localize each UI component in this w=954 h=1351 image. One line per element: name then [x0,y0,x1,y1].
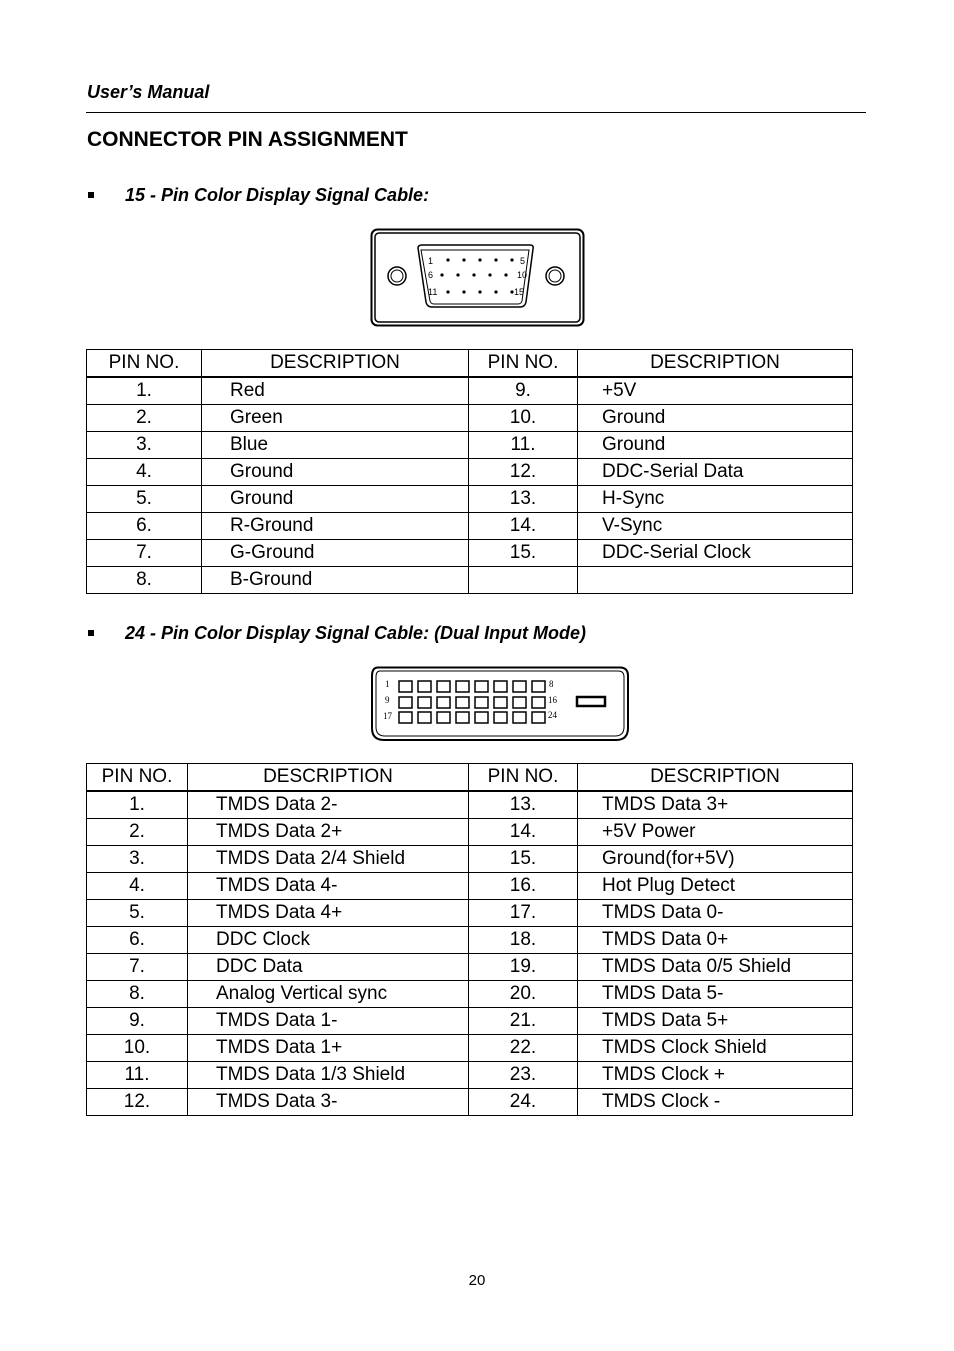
pin-description-cell: DDC-Serial Data [578,459,853,486]
pin-description-cell: TMDS Data 5+ [578,1008,853,1035]
vga-pin-table [86,349,853,594]
pin-number-cell: 8. [87,567,202,594]
pin-number-cell: 4. [87,459,202,486]
bullet-icon [88,630,94,636]
column-header: DESCRIPTION [202,350,469,378]
pin-socket-icon [532,681,545,692]
pin-number-cell: 3. [87,432,202,459]
section2-heading: 24 - Pin Color Display Signal Cable: (Dual Input Mode) [125,623,587,643]
pin-label-24: 24 [548,710,557,720]
pin-number-cell: 15. [469,540,578,567]
table-row [87,459,853,486]
pin-number-cell: 20. [469,981,578,1008]
pin-number-cell: 11. [469,432,578,459]
table-row [87,486,853,513]
pin-dot-icon [478,258,481,261]
pin-socket-icon [475,697,488,708]
pin-number-cell: 11. [87,1062,188,1089]
pin-label-1: 1 [428,256,434,266]
pin-dot-icon [478,290,481,293]
table-row [87,540,853,567]
table-row [87,432,853,459]
pin-number-cell: 9. [87,1008,188,1035]
pin-description-cell: TMDS Data 3+ [578,791,853,819]
pin-number-cell: 12. [469,459,578,486]
dvi-pin-table [86,763,853,1116]
pin-dot-icon [462,290,465,293]
pin-description-cell: Blue [202,432,469,459]
pin-description-cell: TMDS Data 2+ [188,819,469,846]
pin-description-cell: Ground(for+5V) [578,846,853,873]
pin-number-cell: 9. [469,377,578,405]
pin-description-cell: TMDS Data 1+ [188,1035,469,1062]
pin-label-15: 15 [514,287,525,297]
pin-socket-icon [399,681,412,692]
pin-label-17: 17 [383,711,392,721]
pin-socket-icon [418,712,431,723]
pin-description-cell: B-Ground [202,567,469,594]
pin-description-cell: TMDS Data 3- [188,1089,469,1116]
pin-description-cell: DDC Clock [188,927,469,954]
pin-number-cell: 6. [87,927,188,954]
pin-label-1: 1 [385,679,390,689]
pin-description-cell: Ground [578,432,853,459]
pin-number-cell: 7. [87,540,202,567]
pin-dot-icon [488,273,491,276]
column-header: PIN NO. [87,764,188,792]
pin-description-cell: Red [202,377,469,405]
table-row [87,873,853,900]
pin-dot-icon [494,290,497,293]
pin-socket-icon [399,712,412,723]
pin-dot-icon [504,273,507,276]
pin-description-cell: TMDS Data 4- [188,873,469,900]
pin-description-cell: TMDS Data 1/3 Shield [188,1062,469,1089]
column-header: DESCRIPTION [188,764,469,792]
pin-socket-icon [456,712,469,723]
table-row [87,567,853,594]
pin-socket-icon [456,697,469,708]
pin-socket-icon [418,681,431,692]
pin-dot-icon [494,258,497,261]
pin-description-cell: TMDS Data 0/5 Shield [578,954,853,981]
table-row [87,954,853,981]
column-header: PIN NO. [469,764,578,792]
pin-number-cell: 2. [87,405,202,432]
pin-description-cell: DDC Data [188,954,469,981]
pin-socket-icon [399,697,412,708]
pin-number-cell: 10. [87,1035,188,1062]
pin-dot-icon [446,290,449,293]
pin-number-cell: 5. [87,900,188,927]
pin-socket-icon [437,681,450,692]
pin-socket-icon [456,681,469,692]
pin-number-cell: 15. [469,846,578,873]
page-number: 20 [468,1272,486,1289]
pin-number-cell: 21. [469,1008,578,1035]
pin-description-cell: R-Ground [202,513,469,540]
bullet-icon [88,192,94,198]
column-header: PIN NO. [87,350,202,378]
dvi-connector-diagram [370,666,632,742]
pin-description-cell: TMDS Clock - [578,1089,853,1116]
pin-dot-icon [446,258,449,261]
pin-number-cell: 12. [87,1089,188,1116]
table-row [87,900,853,927]
table-row [87,1035,853,1062]
table-row [87,1062,853,1089]
table-row [87,1008,853,1035]
pin-description-cell: Ground [202,459,469,486]
pin-socket-icon [475,681,488,692]
page-title: CONNECTOR PIN ASSIGNMENT [87,128,408,151]
pin-description-cell: DDC-Serial Clock [578,540,853,567]
pin-dot-icon [472,273,475,276]
table-row [87,981,853,1008]
pin-description-cell: H-Sync [578,486,853,513]
pin-number-cell: 18. [469,927,578,954]
column-header: PIN NO. [469,350,578,378]
pin-dot-icon [462,258,465,261]
pin-label-6: 6 [428,270,434,280]
pin-number-cell: 2. [87,819,188,846]
pin-description-cell: TMDS Data 2/4 Shield [188,846,469,873]
pin-number-cell: 6. [87,513,202,540]
pin-number-cell: 14. [469,819,578,846]
pin-socket-icon [494,712,507,723]
pin-description-cell: +5V Power [578,819,853,846]
pin-description-cell: TMDS Data 5- [578,981,853,1008]
pin-number-cell: 8. [87,981,188,1008]
pin-number-cell: 3. [87,846,188,873]
pin-description-cell: TMDS Clock Shield [578,1035,853,1062]
pin-dot-icon [510,258,513,261]
pin-socket-icon [437,712,450,723]
pin-description-cell: Analog Vertical sync [188,981,469,1008]
table-row [87,1089,853,1116]
pin-description-cell: G-Ground [202,540,469,567]
pin-label-16: 16 [548,695,557,705]
pin-description-cell: TMDS Data 2- [188,791,469,819]
pin-number-cell: 19. [469,954,578,981]
pin-socket-icon [513,697,526,708]
pin-number-cell: 24. [469,1089,578,1116]
pin-number-cell: 4. [87,873,188,900]
pin-number-cell: 1. [87,791,188,819]
pin-socket-icon [532,697,545,708]
pin-label-11: 11 [428,287,438,297]
pin-socket-icon [475,712,488,723]
pin-socket-icon [513,712,526,723]
pin-socket-icon [494,697,507,708]
pin-description-cell [578,567,853,594]
table-row [87,927,853,954]
pin-dot-icon [440,273,443,276]
pin-number-cell: 13. [469,486,578,513]
table-row [87,405,853,432]
pin-description-cell: TMDS Data 0+ [578,927,853,954]
pin-number-cell: 5. [87,486,202,513]
pin-description-cell: TMDS Data 4+ [188,900,469,927]
pin-description-cell: Green [202,405,469,432]
pin-number-cell: 16. [469,873,578,900]
column-header: DESCRIPTION [578,764,853,792]
pin-description-cell: V-Sync [578,513,853,540]
table-row [87,377,853,405]
vga-connector-diagram [370,228,586,328]
pin-number-cell: 13. [469,791,578,819]
pin-number-cell [469,567,578,594]
section1-heading: 15 - Pin Color Display Signal Cable: [125,185,430,205]
table-header-row [87,764,853,792]
pin-number-cell: 14. [469,513,578,540]
dvi-blade-icon [577,697,605,706]
pin-socket-icon [532,712,545,723]
column-header: DESCRIPTION [578,350,853,378]
pin-socket-icon [418,697,431,708]
pin-description-cell: TMDS Clock + [578,1062,853,1089]
pin-label-9: 9 [385,695,390,705]
pin-description-cell: TMDS Data 1- [188,1008,469,1035]
header-title: User’s Manual [87,82,210,102]
pin-socket-icon [437,697,450,708]
pin-description-cell: Ground [202,486,469,513]
table-row [87,791,853,819]
table-row [87,819,853,846]
pin-number-cell: 23. [469,1062,578,1089]
pin-description-cell: Ground [578,405,853,432]
header-rule [86,112,866,113]
pin-number-cell: 22. [469,1035,578,1062]
table-row [87,846,853,873]
pin-label-5: 5 [520,256,526,266]
pin-socket-icon [494,681,507,692]
pin-number-cell: 1. [87,377,202,405]
pin-number-cell: 7. [87,954,188,981]
pin-description-cell: +5V [578,377,853,405]
table-row [87,513,853,540]
pin-number-cell: 17. [469,900,578,927]
pin-dot-icon [456,273,459,276]
pin-description-cell: Hot Plug Detect [578,873,853,900]
pin-number-cell: 10. [469,405,578,432]
pin-label-10: 10 [517,270,528,280]
pin-socket-icon [513,681,526,692]
pin-label-8: 8 [549,679,554,689]
pin-description-cell: TMDS Data 0- [578,900,853,927]
table-header-row [87,350,853,378]
